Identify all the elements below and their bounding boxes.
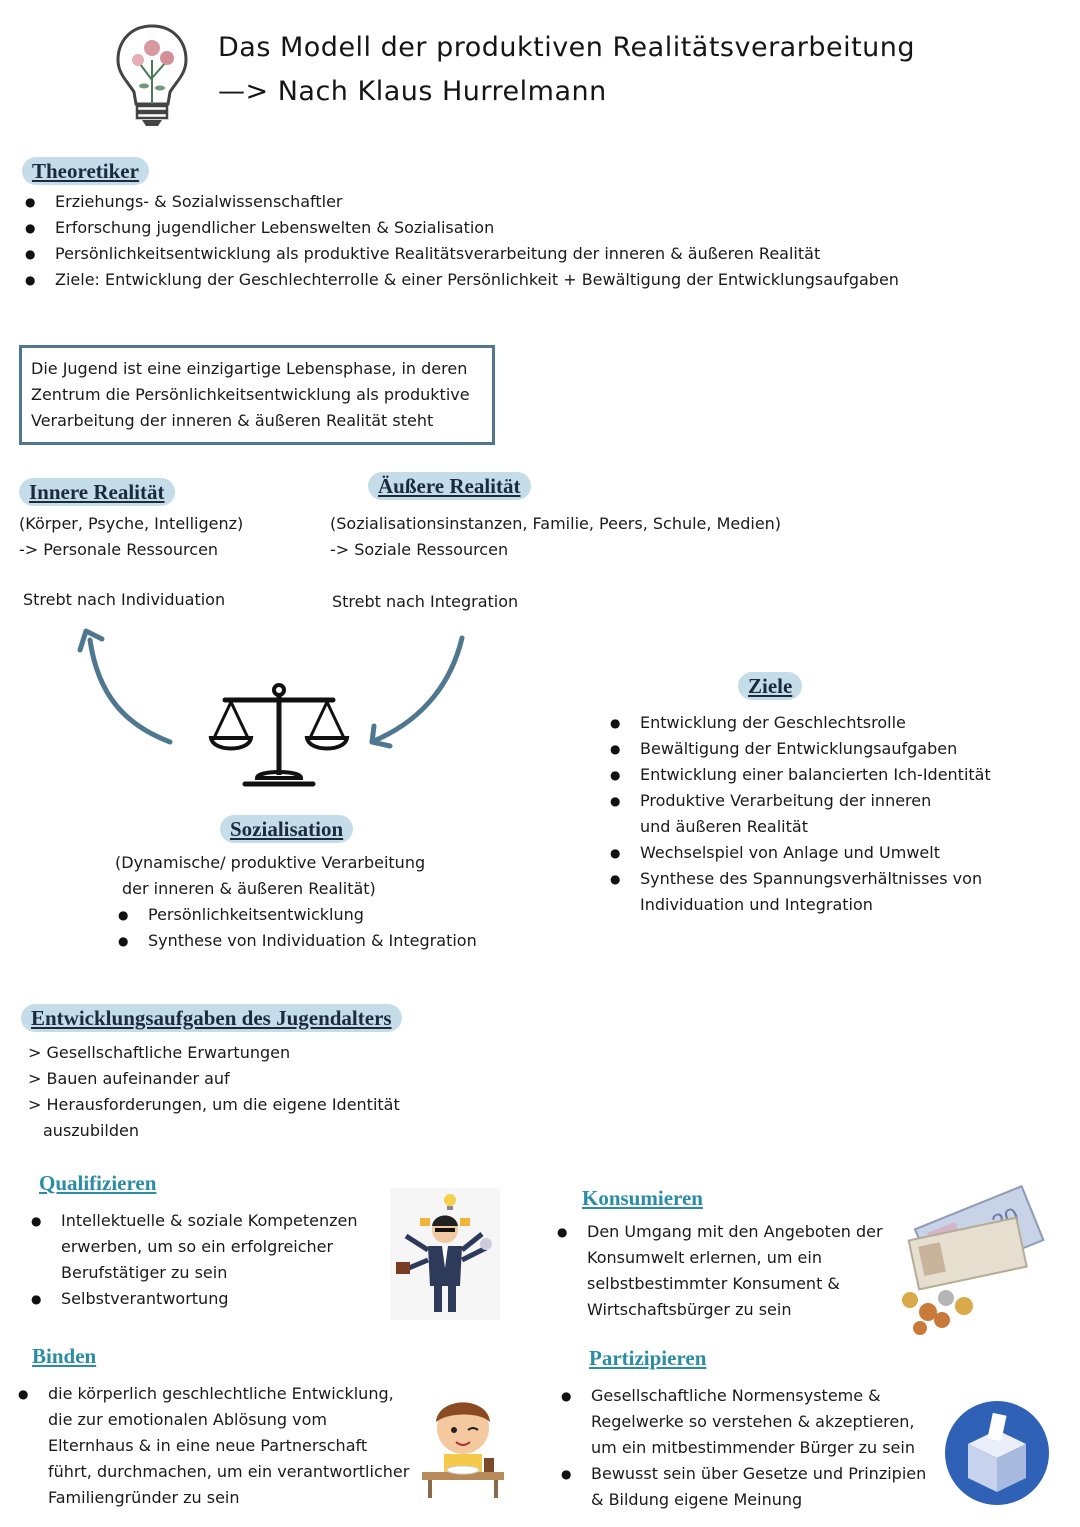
list-item: ● Bewältigung der Entwicklungsaufgaben	[607, 736, 1047, 762]
title-line-2: —> Nach Klaus Hurrelmann	[218, 76, 607, 107]
binden-list	[15, 1381, 415, 1511]
sozialisation-line-2: der inneren & äußeren Realität)	[122, 879, 376, 898]
list-item: ● Erforschung jugendlicher Lebenswelten & Sozialisation	[22, 215, 1062, 241]
list-item: ● Bewusst sein über Gesetze und Prinzipien & Bildung eigene Meinung	[558, 1461, 938, 1513]
list-item: ● Selbstverantwortung	[28, 1286, 383, 1312]
ziele-list	[607, 710, 1047, 918]
innere-realitaet-section	[19, 478, 319, 613]
entwicklungsaufgaben-section	[21, 1004, 581, 1144]
sozialisation-list	[115, 902, 535, 954]
definition-box	[19, 345, 495, 445]
theoretiker-heading: Theoretiker	[22, 157, 149, 185]
binden-section	[15, 1344, 415, 1511]
ziele-section	[607, 672, 1047, 918]
ballot-box-icon	[944, 1400, 1050, 1506]
list-item: ● Erziehungs- & Sozialwissenschaftler	[22, 189, 1062, 215]
list-item: ● Synthese des Spannungsverhältnisses von Individuation und Integration	[607, 866, 985, 918]
list-item: ● Intellektuelle & soziale Kompetenzen erwerben, um so ein erfolgreicher Berufstätiger zu sein	[28, 1208, 383, 1286]
entwicklung-line: > Gesellschaftliche Erwartungen	[28, 1043, 291, 1062]
partizipieren-section	[558, 1346, 938, 1513]
list-item: ● Gesellschaftliche Normensysteme & Regelwerke so verstehen & akzeptieren, um ein mitbestimmender Bürger zu sein	[558, 1383, 938, 1461]
aeussere-line-1: (Sozialisationsinstanzen, Familie, Peers, Schule, Medien)	[330, 514, 782, 533]
list-item: ● Ziele: Entwicklung der Geschlechterrolle & einer Persönlichkeit + Bewältigung der Entwicklungsaufgaben	[22, 267, 1062, 293]
list-item: ● Produktive Verarbeitung der inneren und äußeren Realität	[607, 788, 960, 840]
list-item: ● Wechselspiel von Anlage und Umwelt	[607, 840, 1047, 866]
entwicklungsaufgaben-heading: Entwicklungsaufgaben des Jugendalters	[21, 1004, 402, 1032]
partizipieren-heading: Partizipieren	[589, 1346, 707, 1370]
ziele-heading: Ziele	[738, 672, 802, 700]
list-item: ● Entwicklung einer balancierten Ich-Identität	[607, 762, 1047, 788]
theoretiker-list	[22, 189, 1062, 293]
integration-arrow-icon	[360, 630, 480, 755]
binden-heading: Binden	[32, 1344, 97, 1368]
sozialisation-heading: Sozialisation	[220, 815, 353, 843]
sozialisation-line-1: (Dynamische/ produktive Verarbeitung	[115, 853, 426, 872]
qualifizieren-heading: Qualifizieren	[39, 1171, 157, 1195]
qualifizieren-section	[28, 1171, 383, 1312]
individuation-arrow-icon	[70, 625, 190, 755]
entwicklung-line: > Herausforderungen, um die eigene Identität	[28, 1095, 400, 1114]
definition-line: Die Jugend ist eine einzigartige Lebensphase, in deren	[31, 359, 468, 378]
entwicklung-line: > Bauen aufeinander auf	[28, 1069, 230, 1088]
aeussere-heading: Äußere Realität	[368, 472, 531, 500]
list-item: ● Persönlichkeitsentwicklung	[115, 902, 535, 928]
title-line-1: Das Modell der produktiven Realitätsverarbeitung	[218, 32, 916, 63]
aeussere-line-3: Strebt nach Integration	[332, 592, 519, 611]
list-item: ● Persönlichkeitsentwicklung als produktive Realitätsverarbeitung der inneren & äußeren Realität	[22, 241, 1062, 267]
definition-line: Zentrum die Persönlichkeitsentwicklung als produktive	[31, 385, 470, 404]
sozialisation-section	[115, 815, 535, 954]
list-item: ● Den Umgang mit den Angeboten der Konsumwelt erlernen, um ein selbstbestimmter Konsument & Wirtschaftsbürger zu sein	[554, 1219, 884, 1323]
innere-line-2: -> Personale Ressourcen	[19, 540, 219, 559]
innere-line-3: Strebt nach Individuation	[23, 590, 226, 609]
page-title	[218, 26, 915, 114]
entwicklung-line: auszubilden	[43, 1121, 140, 1140]
aeussere-line-2: -> Soziale Ressourcen	[330, 540, 509, 559]
innere-line-1: (Körper, Psyche, Intelligenz)	[19, 514, 244, 533]
definition-line: Verarbeitung der inneren & äußeren Realität steht	[31, 411, 434, 430]
lightbulb-flowers-icon	[112, 20, 192, 130]
multitasking-businessman-icon	[390, 1188, 500, 1320]
partizipieren-list	[558, 1383, 938, 1513]
list-item: ● die körperlich geschlechtliche Entwicklung, die zur emotionalen Ablösung vom Elternhaus & in eine neue Partnerschaft führt, durchmachen, um ein verantwortlicher Familiengründer zu sein	[15, 1381, 415, 1511]
eating-boy-icon	[418, 1392, 508, 1502]
konsumieren-list	[554, 1219, 884, 1323]
konsumieren-heading: Konsumieren	[582, 1186, 703, 1210]
qualifizieren-list	[28, 1208, 383, 1312]
aeussere-realitaet-section	[330, 472, 890, 615]
money-icon	[890, 1180, 1050, 1340]
list-item: ● Entwicklung der Geschlechtsrolle	[607, 710, 1047, 736]
innere-heading: Innere Realität	[19, 478, 175, 506]
konsumieren-section	[554, 1186, 884, 1323]
theoretiker-section	[22, 157, 1062, 293]
list-item: ● Synthese von Individuation & Integration	[115, 928, 535, 954]
scale-icon	[205, 680, 355, 795]
